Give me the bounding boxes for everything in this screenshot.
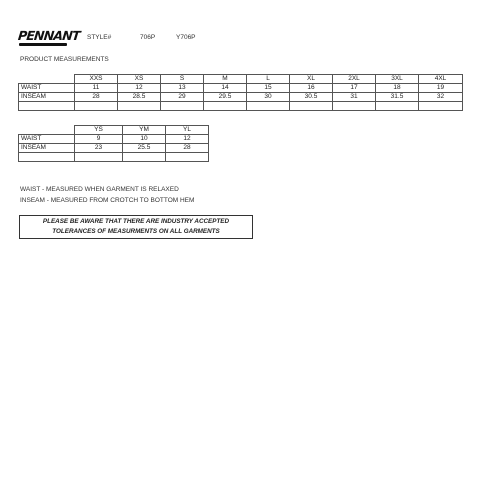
table-cell: 9	[75, 135, 123, 144]
disclaimer-line: PLEASE BE AWARE THAT THERE ARE INDUSTRY ACCEPTED	[42, 218, 230, 225]
table-cell: 25.5	[123, 144, 166, 153]
style-number-adult: 706P	[140, 34, 156, 41]
table-cell: 23	[75, 144, 123, 153]
size-header: XXS	[75, 75, 118, 84]
disclaimer-line: TOLERANCES OF MEASURMENTS ON ALL GARMENTS	[52, 228, 220, 235]
row-label: INSEAM	[19, 144, 75, 153]
table-cell: 28	[166, 144, 209, 153]
style-label: STYLE#	[87, 34, 112, 41]
table-row	[19, 135, 209, 144]
table-cell: 11	[75, 84, 118, 93]
table-cell	[19, 153, 75, 162]
size-header: S	[161, 75, 204, 84]
table-cell: 16	[290, 84, 333, 93]
table-cell	[161, 102, 204, 111]
table-cell: 28.5	[118, 93, 161, 102]
table-cell	[204, 102, 247, 111]
table-cell: 28	[75, 93, 118, 102]
table-row	[19, 93, 463, 102]
table-cell: 30	[247, 93, 290, 102]
table-cell: 32	[419, 93, 463, 102]
table-cell	[118, 102, 161, 111]
table-cell	[166, 153, 209, 162]
size-header: M	[204, 75, 247, 84]
logo-wordmark: PENNANT	[17, 28, 81, 43]
table-row	[19, 84, 463, 93]
table-cell	[247, 102, 290, 111]
pennant-logo	[17, 28, 81, 49]
size-header: 4XL	[419, 75, 463, 84]
row-label: WAIST	[19, 135, 75, 144]
table-cell	[333, 102, 376, 111]
table-cell: 15	[247, 84, 290, 93]
size-header: L	[247, 75, 290, 84]
size-header: XL	[290, 75, 333, 84]
waist-note: WAIST - MEASURED WHEN GARMENT IS RELAXED	[20, 186, 179, 193]
style-number-youth: Y706P	[176, 34, 196, 41]
table-cell	[419, 102, 463, 111]
table-header-row	[19, 75, 463, 84]
table-cell: 30.5	[290, 93, 333, 102]
table-cell: 29.5	[204, 93, 247, 102]
table-cell: 14	[204, 84, 247, 93]
table-cell: 31.5	[376, 93, 419, 102]
table-cell: 10	[123, 135, 166, 144]
section-title: PRODUCT MEASUREMENTS	[20, 56, 109, 63]
size-header: 2XL	[333, 75, 376, 84]
table-cell: 12	[166, 135, 209, 144]
logo-swoosh	[19, 43, 67, 46]
table-cell	[19, 102, 75, 111]
table-cell	[75, 153, 123, 162]
table-row-empty	[19, 153, 209, 162]
table-cell: 17	[333, 84, 376, 93]
size-header: XS	[118, 75, 161, 84]
table-cell: 29	[161, 93, 204, 102]
table-cell	[376, 102, 419, 111]
table-cell: 19	[419, 84, 463, 93]
header-corner	[19, 75, 75, 84]
youth-size-table	[18, 125, 209, 162]
size-header: YL	[166, 126, 209, 135]
table-cell: 13	[161, 84, 204, 93]
row-label: INSEAM	[19, 93, 75, 102]
tolerance-disclaimer	[19, 215, 253, 239]
table-header-row	[19, 126, 209, 135]
size-header: YM	[123, 126, 166, 135]
table-cell: 12	[118, 84, 161, 93]
table-row-empty	[19, 102, 463, 111]
header-corner	[19, 126, 75, 135]
table-cell: 18	[376, 84, 419, 93]
table-cell	[123, 153, 166, 162]
size-header: YS	[75, 126, 123, 135]
inseam-note: INSEAM - MEASURED FROM CROTCH TO BOTTOM HEM	[20, 197, 195, 204]
adult-size-table	[18, 74, 463, 111]
table-cell: 31	[333, 93, 376, 102]
size-header: 3XL	[376, 75, 419, 84]
table-cell	[75, 102, 118, 111]
table-cell	[290, 102, 333, 111]
row-label: WAIST	[19, 84, 75, 93]
table-row	[19, 144, 209, 153]
